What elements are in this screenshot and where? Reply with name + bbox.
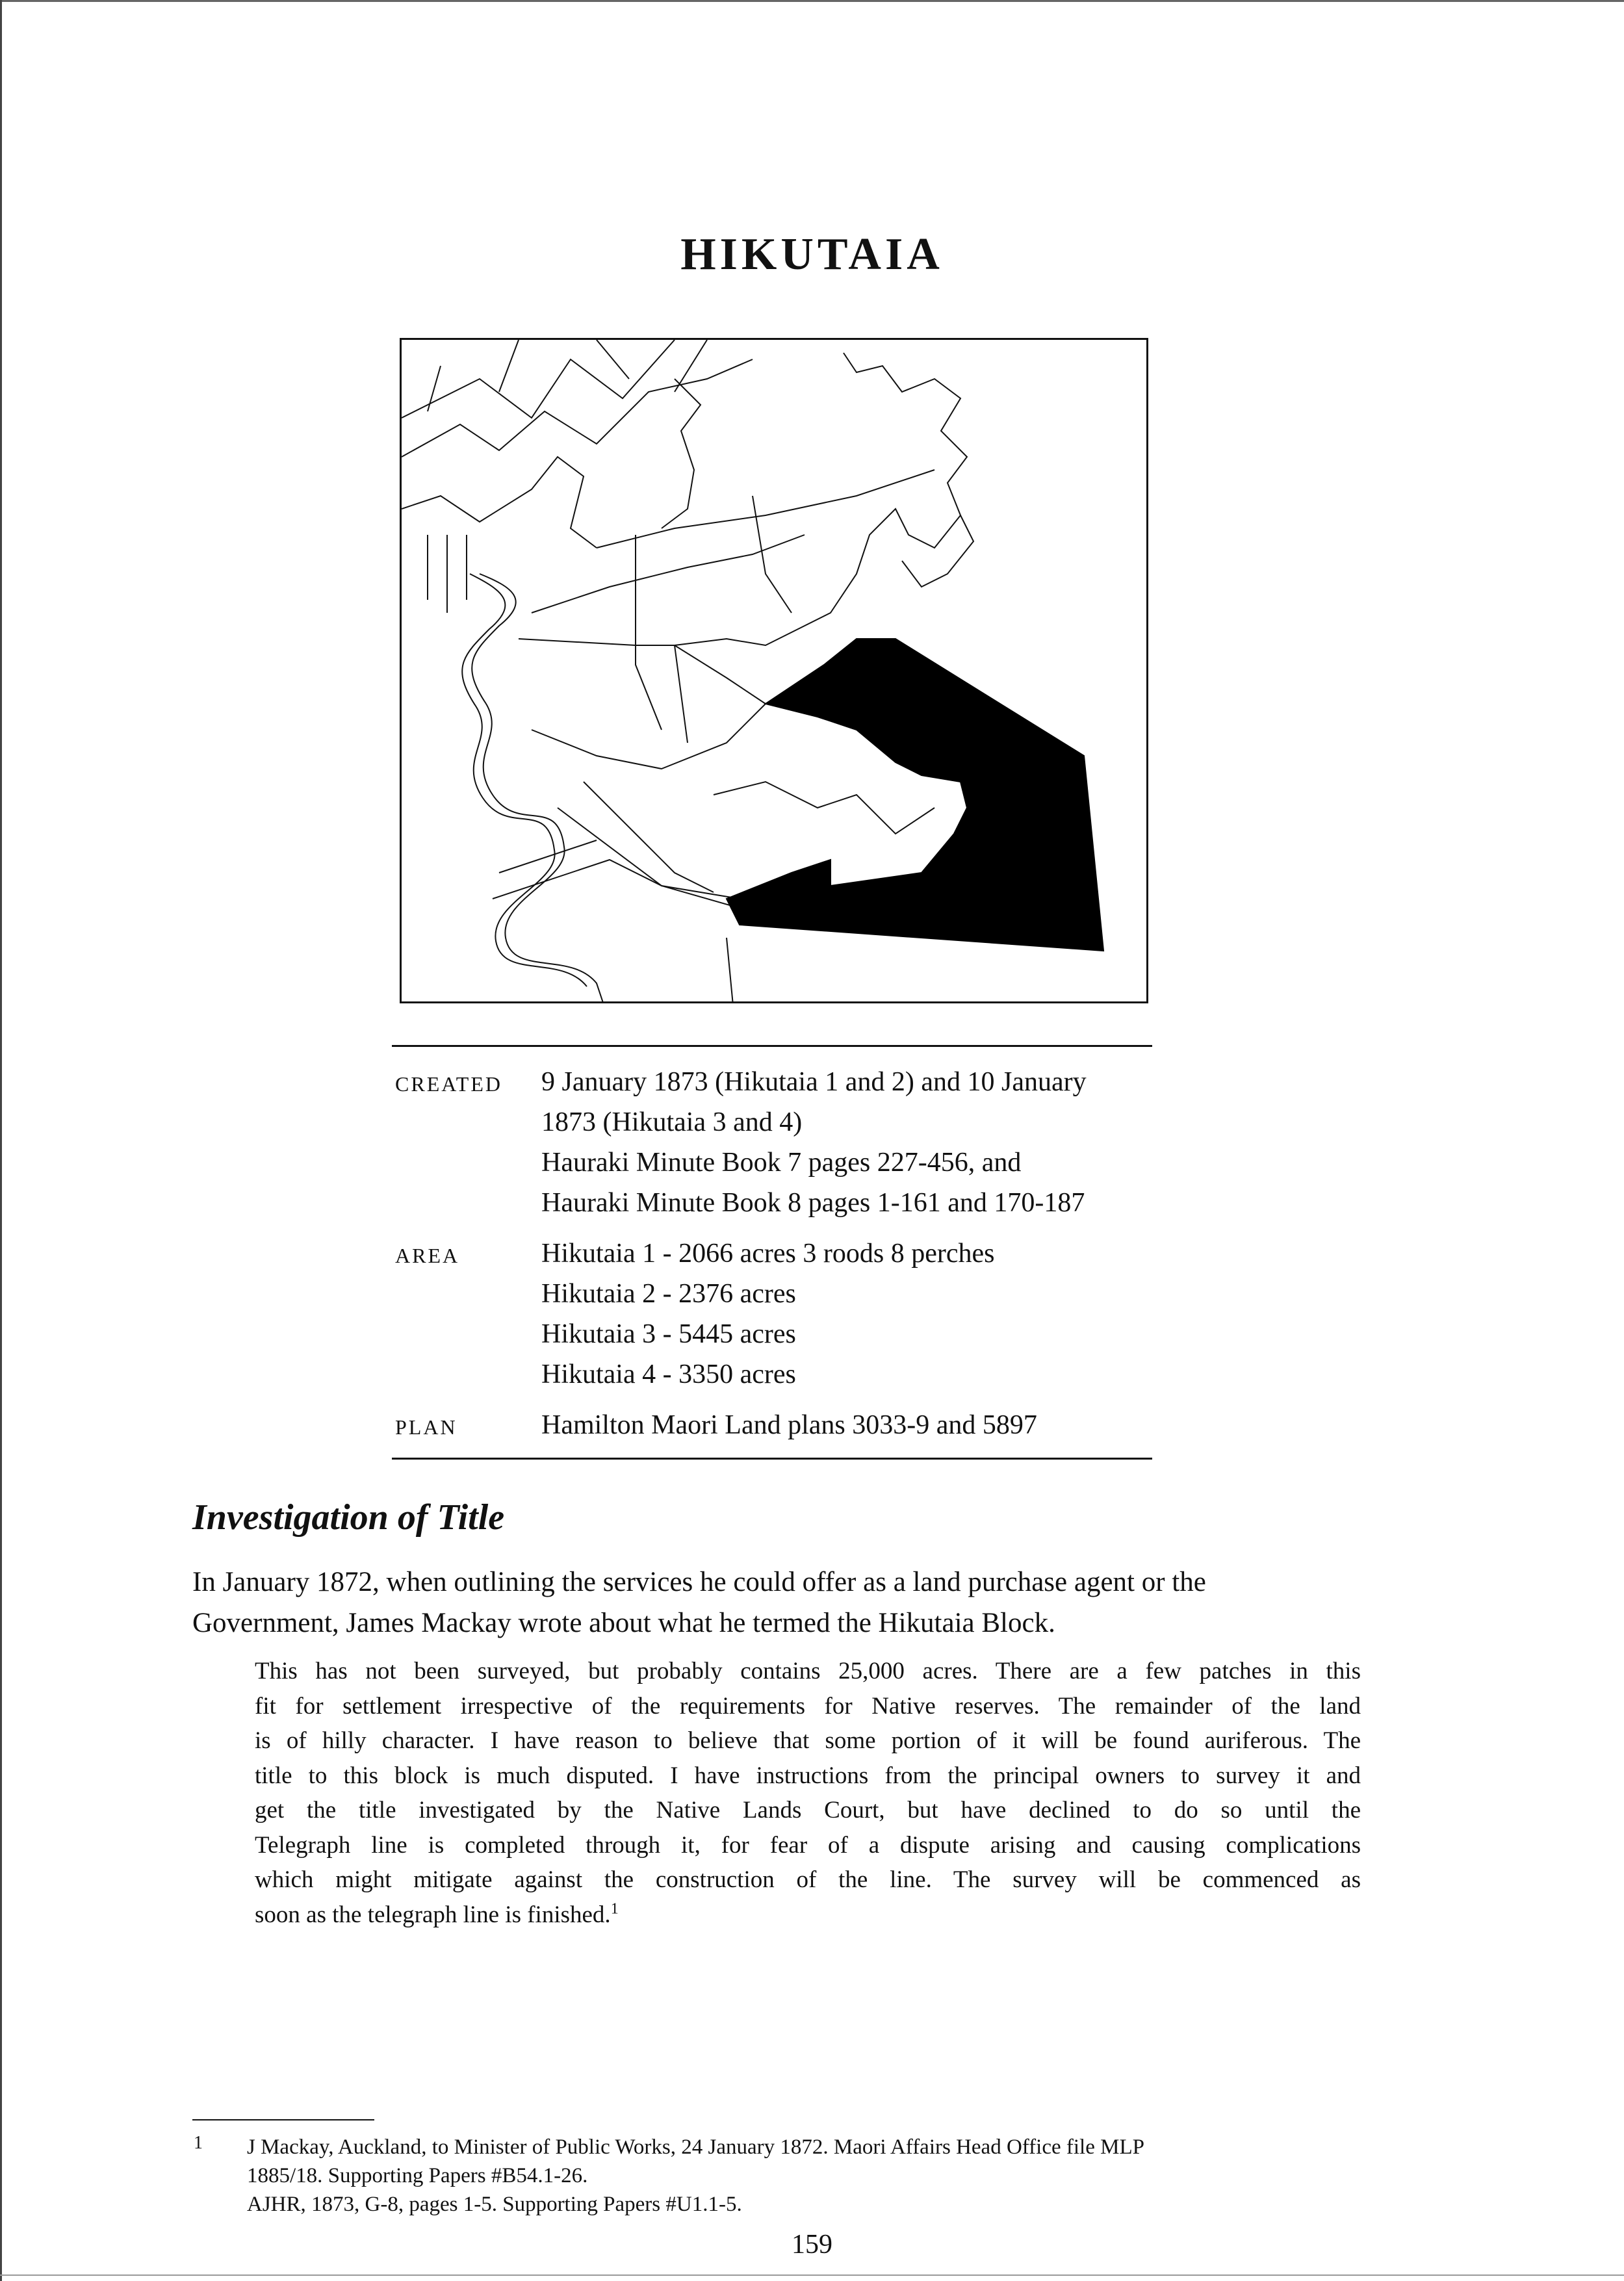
footnote-mark: 1 xyxy=(194,2133,203,2153)
plan-label: PLAN xyxy=(395,1415,458,1439)
inner-boundary-4 xyxy=(519,639,766,704)
river-outer xyxy=(472,574,603,1003)
area-value xyxy=(541,1233,1152,1395)
details-bottom-rule xyxy=(392,1458,1152,1460)
footnote-line: J Mackay, Auckland, to Minister of Public Works, 24 January 1872. Maori Affairs Head Office file MLP xyxy=(247,2135,1144,2159)
stream-loop xyxy=(902,515,973,587)
page-number: 159 xyxy=(792,2230,832,2260)
inner-boundary-6 xyxy=(532,704,766,769)
quote-line: fit for settlement irrespective of the requirements for Native reserves. The remainder of the land xyxy=(255,1692,1361,1720)
quote-line: This has not been surveyed, but probably contains 25,000 acres. There are a few patches in this xyxy=(255,1658,1361,1684)
section-heading: Investigation of Title xyxy=(192,1497,505,1538)
created-line: Hauraki Minute Book 8 pages 1-161 and 170-187 xyxy=(541,1188,1085,1218)
area-line: Hikutaia 1 - 2066 acres 3 roods 8 perches xyxy=(541,1239,995,1269)
block-map xyxy=(400,338,1148,1003)
created-value xyxy=(541,1062,1152,1223)
plan-line: Hamilton Maori Land plans 3033-9 and 5897 xyxy=(541,1410,1037,1440)
quote-line: Telegraph line is completed through it, for fear of a dispute arising and causing complications xyxy=(255,1831,1361,1859)
bottom-line xyxy=(727,938,733,1003)
quote-line: get the title investigated by the Native Lands Court, but have declined to do so until the xyxy=(255,1797,1361,1824)
created-line: Hauraki Minute Book 7 pages 227-456, and xyxy=(541,1148,1022,1178)
details-top-rule xyxy=(392,1045,1152,1047)
quote-line: which might mitigate against the construction of the line. The survey will be commenced as xyxy=(255,1866,1361,1893)
quote-line: soon as the telegraph line is finished. xyxy=(255,1901,611,1928)
intro-line: In January 1872, when outlining the services he could offer as a land purchase agent or the xyxy=(192,1567,1206,1597)
quote-line: is of hilly character. I have reason to believe that some portion of it will be found auriferous. The xyxy=(255,1727,1361,1754)
inner-boundary-1 xyxy=(662,379,701,528)
small-lots xyxy=(428,535,467,613)
area-label: AREA xyxy=(395,1244,460,1267)
inner-boundary-3 xyxy=(532,535,805,613)
area-line: Hikutaia 3 - 5445 acres xyxy=(541,1319,796,1349)
inner-boundary-8 xyxy=(493,840,753,912)
top-edge-line xyxy=(0,0,1624,2)
area-line: Hikutaia 2 - 2376 acres xyxy=(541,1279,796,1309)
quote-last-line xyxy=(255,1898,1361,1933)
block-quote xyxy=(255,1654,1361,1932)
created-line: 1873 (Hikutaia 3 and 4) xyxy=(541,1107,803,1137)
bottom-edge-line xyxy=(0,2275,1624,2276)
river-inner xyxy=(462,574,587,986)
intro-line: Government, James Mackay wrote about what he termed the Hikutaia Block. xyxy=(192,1608,1055,1638)
intro-paragraph xyxy=(192,1562,1434,1643)
page-title: HIKUTAIA xyxy=(680,229,944,279)
inner-boundary-9 xyxy=(714,782,934,834)
area-line: Hikutaia 4 - 3350 acres xyxy=(541,1360,796,1389)
stream-right xyxy=(675,353,967,645)
created-label: CREATED xyxy=(395,1072,502,1096)
created-line: 9 January 1873 (Hikutaia 1 and 2) and 10 January xyxy=(541,1067,1087,1097)
footnote-line: AJHR, 1873, G-8, pages 1-5. Supporting Papers #U1.1-5. xyxy=(247,2193,742,2216)
block-map-drawing xyxy=(402,340,1148,1003)
footnote-reference[interactable]: 1 xyxy=(610,1900,619,1918)
quote-line: title to this block is much disputed. I have instructions from the principal owners to survey it and xyxy=(255,1762,1361,1789)
footnote-text xyxy=(247,2133,1352,2219)
left-edge-line xyxy=(0,0,2,2281)
inner-boundary-7 xyxy=(558,782,740,899)
hikutaia-block xyxy=(727,639,1103,951)
plan-value xyxy=(541,1405,1152,1445)
inner-boundary-2 xyxy=(597,470,934,548)
boundary-upper-4 xyxy=(402,457,597,548)
boundary-upper-2 xyxy=(402,359,753,457)
footnote-rule xyxy=(192,2119,374,2120)
footnote-line: 1885/18. Supporting Papers #B54.1-26. xyxy=(247,2164,588,2187)
